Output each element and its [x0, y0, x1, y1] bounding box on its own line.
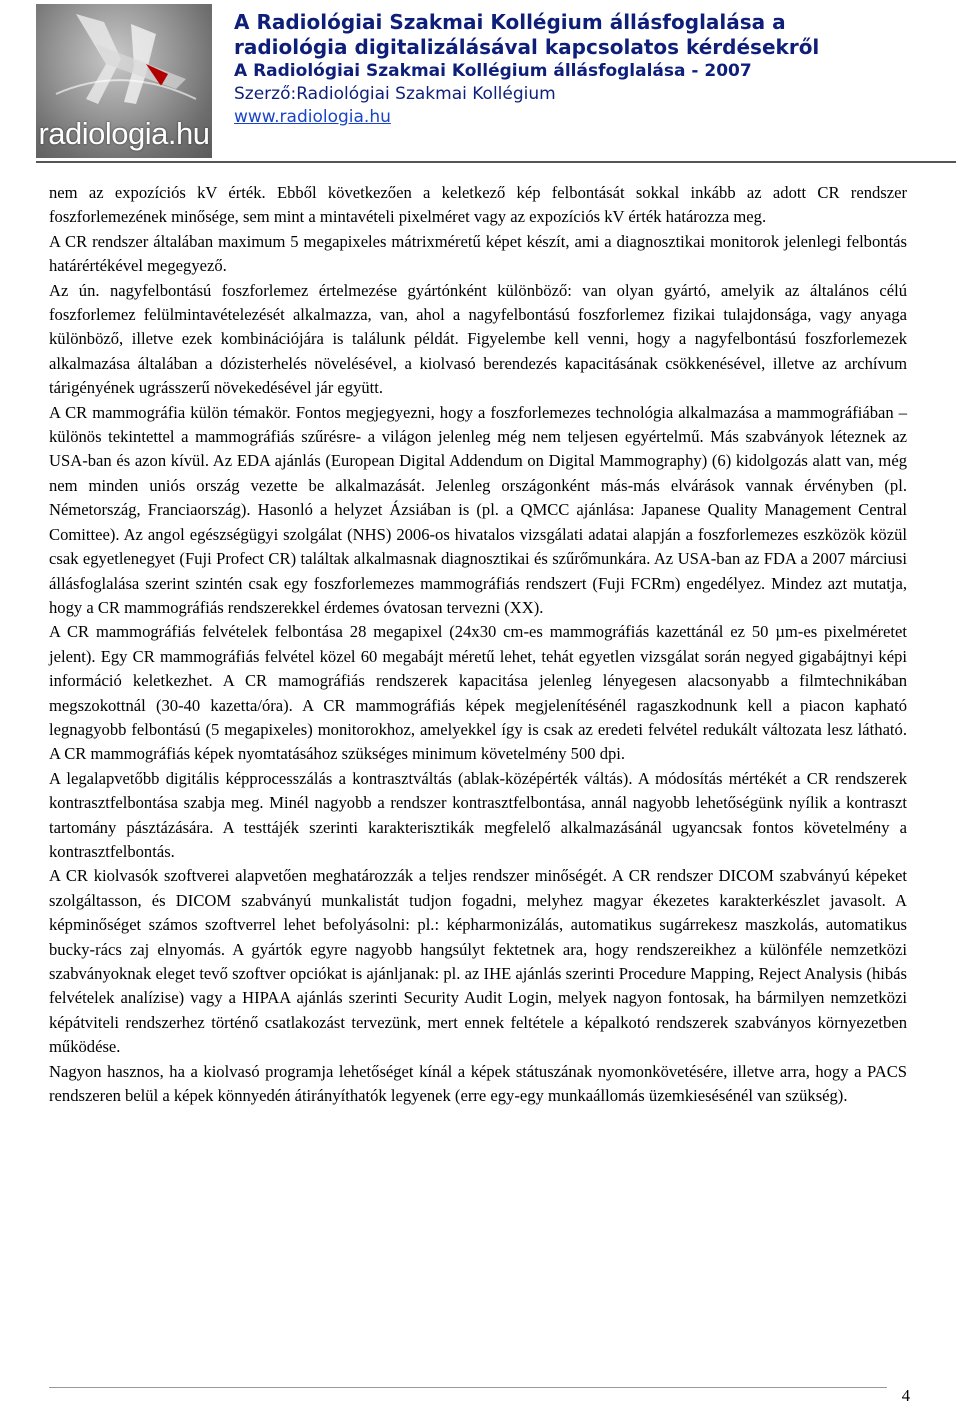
logo-text: radiologia.hu — [38, 116, 210, 151]
paragraph: Az ún. nagyfelbontású foszforlemez értelmezése gyártónként különböző: van olyan gyártó, amelyik az általános célú foszforlemez felülmintavételezését alkalmazza, van, ahol a nagyfelbontású foszforlemez fizikai tulajdonsága, vagy anyaga különböző, illetve ezek kombinációjára is találunk példát. Figyelembe kell venni, hogy a nagyfelbontású foszforlemezek alkalmazása általában a dózisterhelés növelésével, a kiolvasó berendezés kapacitásának csökkenésével, illetve az archívum tárigényének ugrásszerű növekedésével jár együtt. — [49, 280, 907, 398]
paragraph: A legalapvetőbb digitális képprocesszálás a kontrasztváltás (ablak-középérték váltás). A módosítás mértékét a CR rendszerek kontrasztfelbontása szabja meg. Minél nagyobb a rendszer kontrasztfelbontása, annál nagyobb lehetőségünk nyílik a kontraszt tartomány pásztázására. A testtájék szerinti karakterisztikák megfelelő alkalmazásánál ugyancsak fontos követelmény a kontrasztfelbontás. — [49, 768, 907, 861]
header-website-link[interactable]: www.radiologia.hu — [234, 107, 391, 127]
document-header — [234, 10, 954, 129]
paragraph: Nagyon hasznos, ha a kiolvasó programja lehetőséget kínál a képek státuszának nyomonkövetésére, illetve arra, hogy a PACS rendszeren belül a képek könnyedén átirányíthatók legyenek (erre egy-egy munkaállomás üzemkiesésénél van szükség). — [49, 1061, 907, 1106]
paragraph: A CR kiolvasók szoftverei alapvetően meghatározzák a teljes rendszer minőségét. A CR rendszer DICOM szabványú képeket szolgáltasson, és DICOM szabványú munkalistát tudjon fogadni, melyhez magyar ékezetes karakterkészlet javasolt. A képminőséget számos szoftverrel lehet befolyásolni: pl.: képharmonizálás, automatikus sugárrekesz maszkolás, automatikus bucky-rács zaj elnyomás. A gyártók egyre nagyobb hangsúlyt fektetnek ara, hogy rendszereikhez a különféle nemzetközi szabványoknak eleget tevő szoftver opciókat is ajánljanak: pl. az IHE ajánlás szerinti Procedure Mapping, Reject Analysis (hibás felvételek analízise) vagy a HIPAA ajánlás szerinti Security Audit Login, melyek nagyon fontosak, ha bármilyen nemzetközi képátviteli rendszerhez történő csatlakozást tervezünk, mert ennek feltétele a képalkotó rendszerek szabványos környezetben működése. — [49, 866, 907, 1057]
header-subtitle: A Radiológiai Szakmai Kollégium állásfoglalása - 2007 — [234, 61, 752, 81]
paragraph: A CR rendszer általában maximum 5 megapixeles mátrixméretű képet készít, ami a diagnosztikai monitorok jelenlegi felbontás határértékével megegyező. — [49, 231, 907, 276]
page-number: 4 — [901, 1386, 910, 1405]
paragraph: A CR mammográfiás felvételek felbontása 28 megapixel (24x30 cm-es mammográfiás kazettánál ez 50 µm-es pixelméretet jelent). Egy CR mammográfiás felvétel közel 60 megabájt méretű lehet, tehát egyetlen vizsgálat során negyed gigabájtnyi képi információ keletkezhet. A CR mamográfiás rendszerek kapacitása jelenleg lényegesen alacsonyabb a filmtechnikában megszokottnál (30-40 kazetta/óra). A CR mammográfiás képek megjelenítésénél ragaszkodnunk kell a piacon kapható legnagyobb felbontású (5 megapixeles) monitorokhoz, amelyekkel így is csak az eredeti felvétel redukált változata lesz látható. A CR mammográfiás képek nyomtatásához szükséges minimum követelmény 500 dpi. — [49, 622, 907, 764]
paragraph: nem az expozíciós kV érték. Ebből következően a keletkező kép felbontását sokkal inkább az adott CR rendszer foszforlemezének minősége, sem mint a mintavételi pixelméret vagy az expozíciós kV érték határozza meg. — [49, 183, 907, 227]
header-title-line-1: A Radiológiai Szakmai Kollégium állásfoglalása a — [234, 10, 786, 34]
radiologia-logo — [36, 4, 212, 158]
footer-divider — [49, 1387, 887, 1388]
document-body — [49, 181, 907, 1108]
header-author: Szerző:Radiológiai Szakmai Kollégium — [234, 84, 556, 104]
header-divider — [36, 161, 956, 163]
paragraph: A CR mammográfia külön témakör. Fontos megjegyezni, hogy a foszforlemezes technológia alkalmazása a mammográfiában –különös tekintettel a mammográfiás szűrésre- a világon jelenleg még nem teljesen egyértelmű. Más szabványok léteznek az USA-ban és azon kívül. Az EDA ajánlás (European Digital Addendum on Digital Mammography) (6) kidolgozás alatt van, még nem minden uniós ország vezette be alkalmazását. Jelenleg országonként más-más elvárások vannak érvényben (pl. Németország, Franciaország). Hasonló a helyzet Ázsiában is (pl. a QMCC ajánlása: Japanese Quality Management Central Comittee). Az angol egészségügyi szolgálat (NHS) 2006-os hivatalos vizsgálati adatai alapján a foszforlemezes eszközök közül csak egyetlenegyet (Fuji Profect CR) találtak alkalmasnak diagnosztikai és szűrőmunkára. Az USA-ban az FDA a 2007 márciusi állásfoglalása szerint szintén csak egy foszforlemezes mammográfiás rendszert (Fuji FCRm) engedélyez. Mindez azt mutatja, hogy a CR mammográfiás rendszerekkel érdemes óvatosan tervezni (XX). — [49, 402, 907, 617]
header-title-line-2: radiológia digitalizálásával kapcsolatos kérdésekről — [234, 35, 820, 59]
